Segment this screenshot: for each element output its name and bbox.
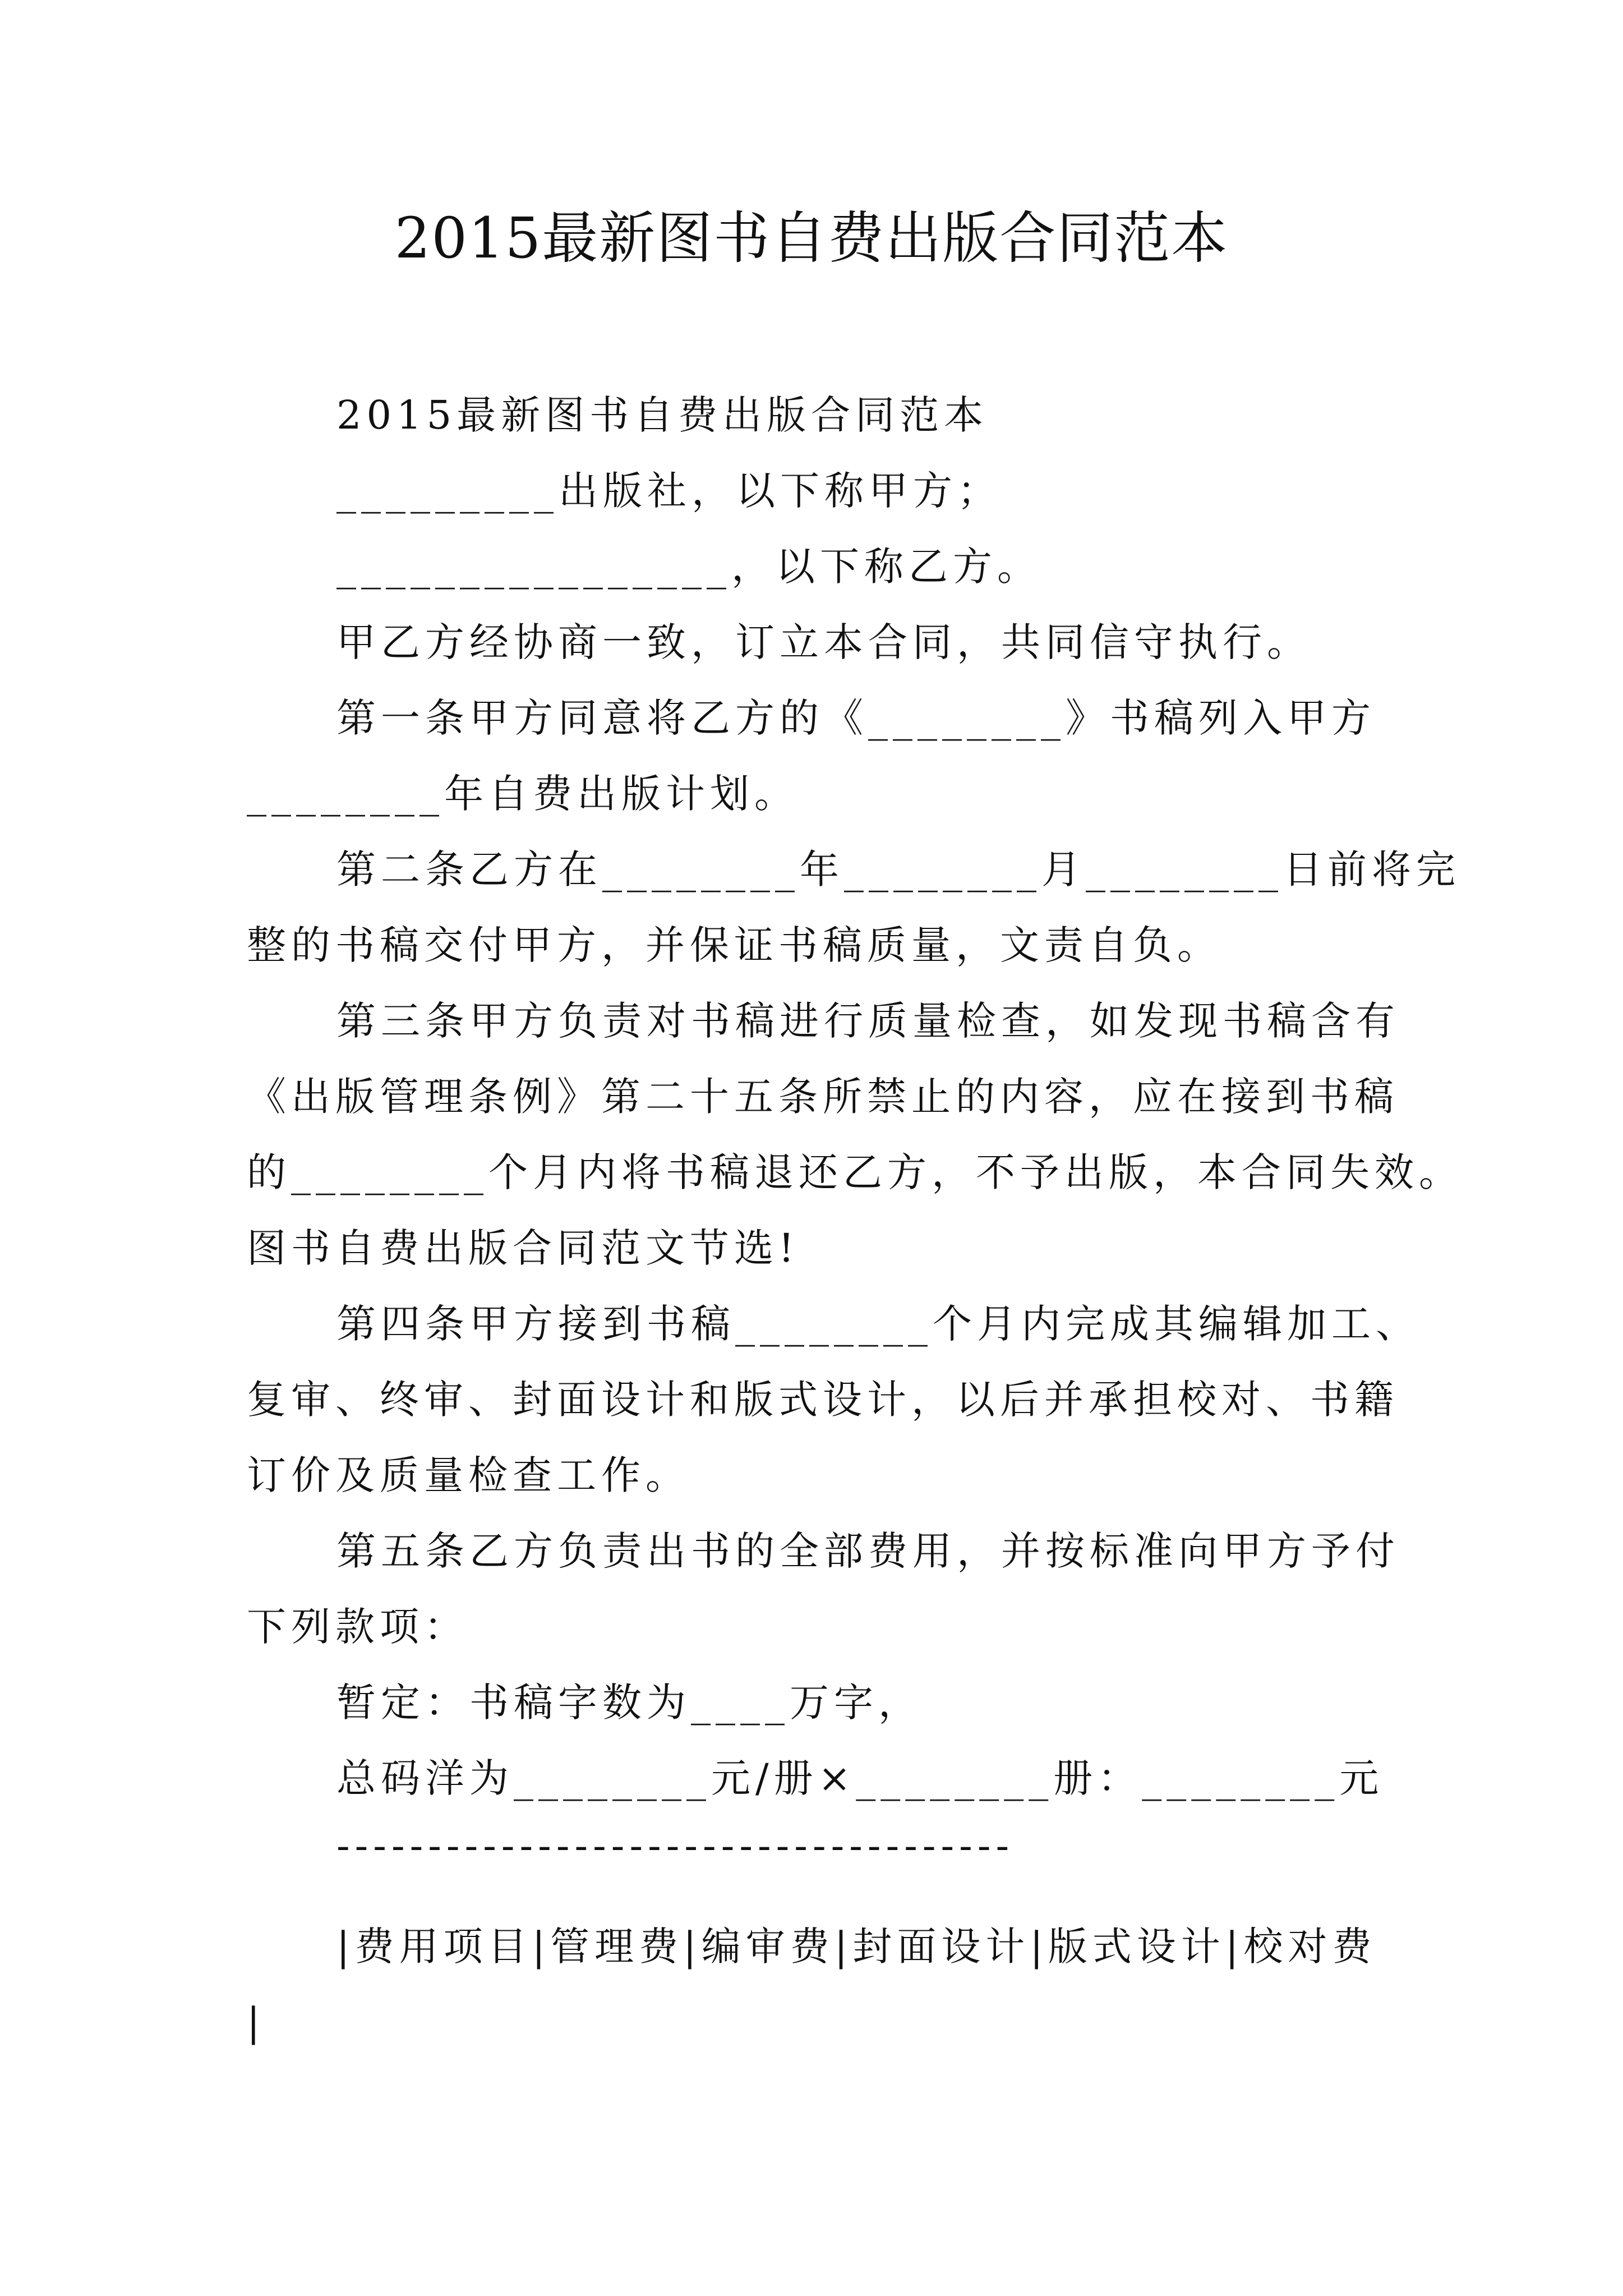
party-a-line: _________出版社，以下称甲方； xyxy=(336,468,1002,514)
article-1-line-2: ________年自费出版计划。 xyxy=(247,771,799,817)
party-b-line: ________________，以下称乙方。 xyxy=(336,544,1041,590)
article-3-line-3: 的________个月内将书稿退还乙方，不予出版，本合同失效。 xyxy=(247,1149,1463,1195)
article-3-line-2: 《出版管理条例》第二十五条所禁止的内容，应在接到书稿 xyxy=(247,1074,1399,1120)
article-5-line-1: 第五条乙方负责出书的全部费用，并按标准向甲方予付 xyxy=(336,1528,1400,1574)
subtitle-line: 2015最新图书自费出版合同范本 xyxy=(336,392,989,438)
word-count-line: 暂定：书稿字数为____万字， xyxy=(336,1680,923,1726)
table-rule-line: ------------------------------------- xyxy=(336,1823,1015,1869)
article-4-line-2: 复审、终审、封面设计和版式设计，以后并承担校对、书籍 xyxy=(247,1377,1399,1423)
fee-table-border: | xyxy=(247,1999,265,2045)
article-2-line-2: 整的书稿交付甲方，并保证书稿质量，文责自负。 xyxy=(247,922,1221,968)
article-1-line-1: 第一条甲方同意将乙方的《________》书稿列入甲方 xyxy=(336,695,1376,741)
agreement-line: 甲乙方经协商一致，订立本合同，共同信守执行。 xyxy=(336,619,1311,665)
document-title: 2015最新图书自费出版合同范本 xyxy=(394,205,1229,271)
article-4-line-3: 订价及质量检查工作。 xyxy=(247,1452,690,1498)
article-4-line-1: 第四条甲方接到书稿________个月内完成其编辑加工、 xyxy=(336,1301,1420,1347)
article-2-line-1: 第二条乙方在________年________月________日前将完 xyxy=(336,846,1460,892)
total-price-line: 总码洋为________元/册×________册：________元 xyxy=(336,1755,1384,1801)
fee-table-header: |费用项目|管理费|编审费|封面设计|版式设计|校对费 xyxy=(336,1924,1377,1970)
excerpt-note-line: 图书自费出版合同范文节选! xyxy=(247,1225,800,1271)
article-5-line-2: 下列款项： xyxy=(247,1604,468,1650)
article-3-line-1: 第三条甲方负责对书稿进行质量检查，如发现书稿含有 xyxy=(336,998,1400,1044)
